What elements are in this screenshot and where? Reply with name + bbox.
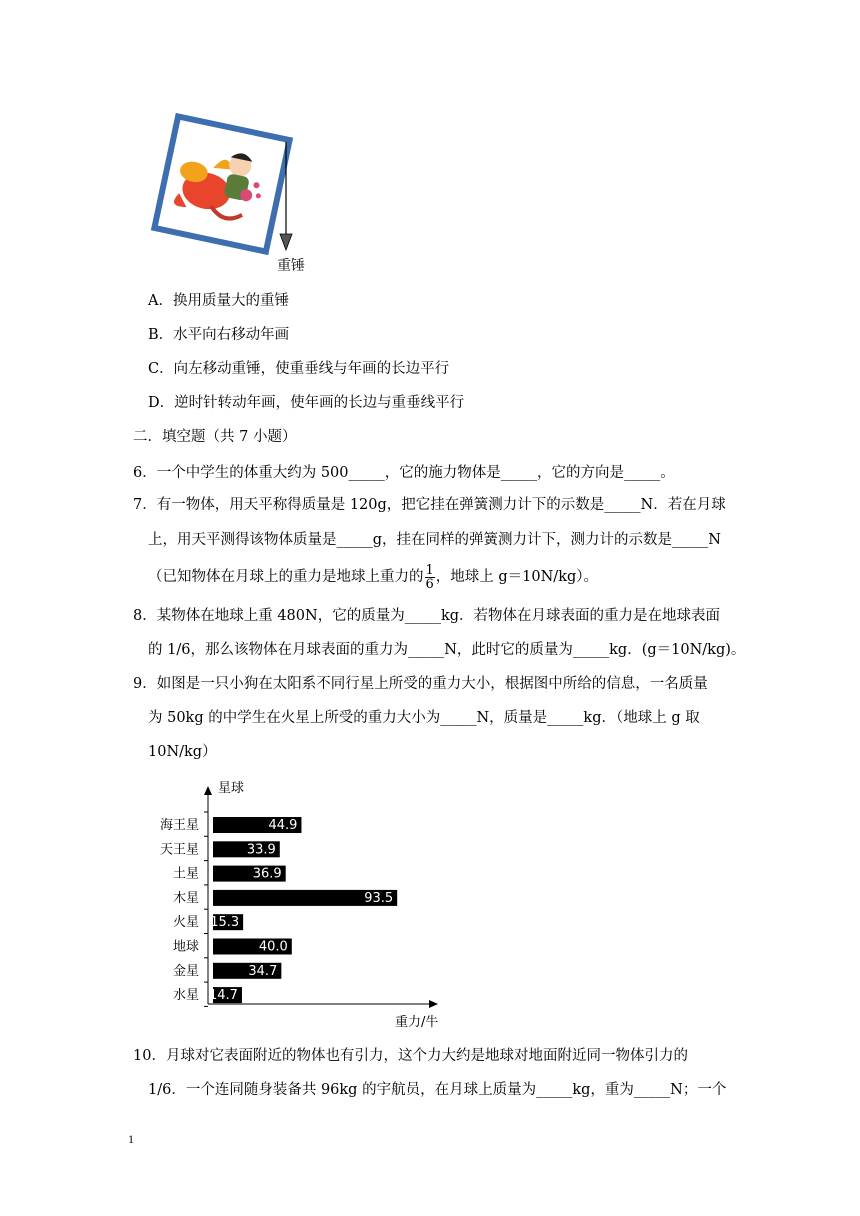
question-9-line-3: 10N/kg） (148, 744, 217, 760)
x-axis-label: 重力/牛 (395, 1015, 439, 1030)
bar-value-label: 93.5 (364, 890, 394, 906)
question-7-line-3-pre: （已知物体在月球上的重力是地球上重力的 (148, 569, 424, 585)
bar-value-label: 15.3 (210, 915, 240, 931)
question-8-line-2: 的 1/6，那么该物体在月球表面的重力为_____N，此时它的质量为_____kg．(g＝10N/kg)。 (148, 642, 746, 658)
y-axis-arrow (204, 786, 212, 795)
bar-value-label: 44.9 (268, 818, 298, 833)
question-8-line-1: 8．某物体在地球上重 480N，它的质量为_____kg．若物体在月球表面的重力是在地球表面 (133, 608, 721, 624)
category-label: 土星 (172, 866, 199, 882)
x-axis-arrow (429, 1000, 438, 1008)
fraction-one-sixth (425, 564, 435, 591)
option-d: D．逆时针转动年画，使年画的长边与重垂线平行 (148, 395, 465, 411)
question-7-line-3 (148, 562, 598, 592)
category-label: 海王星 (159, 818, 199, 833)
option-b: B．水平向右移动年画 (148, 327, 290, 343)
category-label: 水星 (172, 988, 199, 1004)
question-6: 6．一个中学生的体重大约为 500_____，它的施力物体是_____，它的方向是_____。 (133, 465, 675, 481)
planet-gravity-bar-chart (140, 772, 460, 1034)
option-a: A．换用质量大的重锤 (148, 293, 289, 309)
category-label: 金星 (172, 963, 199, 979)
question-10-line-1: 10．月球对它表面附近的物体也有引力，这个力大约是地球对地面附近同一物体引力的 (133, 1048, 688, 1064)
question-10-line-2: 1/6．一个连同随身装备共 96kg 的宇航员，在月球上质量为_____kg，重为_____N；一个 (148, 1082, 727, 1098)
category-label: 火星 (172, 915, 199, 931)
bar-value-label: 40.0 (258, 939, 288, 955)
question-7-line-2: 上，用天平测得该物体质量是_____g，挂在同样的弹簧测力计下，测力计的示数是_____N (148, 532, 721, 548)
question-9-line-1: 9．如图是一只小狗在太阳系不同行星上所受的重力大小，根据图中所给的信息，一名质量 (133, 676, 708, 692)
question-7-line-3-post: ，地球上 g＝10N/kg）。 (435, 569, 599, 585)
page-number: 1 (128, 1132, 134, 1146)
category-label: 地球 (172, 939, 199, 955)
question-7-line-1: 7．有一物体，用天平称得质量是 120g，把它挂在弹簧测力计下的示数是_____N．若在月球 (133, 497, 726, 513)
y-axis-label: 星球 (218, 781, 245, 796)
category-label: 木星 (172, 890, 199, 906)
fraction-numerator: 1 (425, 562, 434, 578)
bar-value-label: 36.9 (252, 866, 282, 882)
plumb-label: 重锤 (277, 258, 305, 274)
section-title: 二．填空题（共 7 小题） (133, 429, 297, 445)
bar-value-label: 33.9 (246, 842, 276, 858)
bar-value-label: 14.7 (209, 988, 238, 1004)
fraction-denominator: 6 (425, 576, 434, 592)
bar-value-label: 34.7 (248, 963, 278, 979)
category-label: 天王星 (159, 842, 199, 858)
question-9-line-2: 为 50kg 的中学生在火星上所受的重力大小为_____N，质量是_____kg．（地球上 g 取 (148, 710, 700, 726)
option-c: C．向左移动重锤，使重垂线与年画的长边平行 (148, 361, 450, 377)
